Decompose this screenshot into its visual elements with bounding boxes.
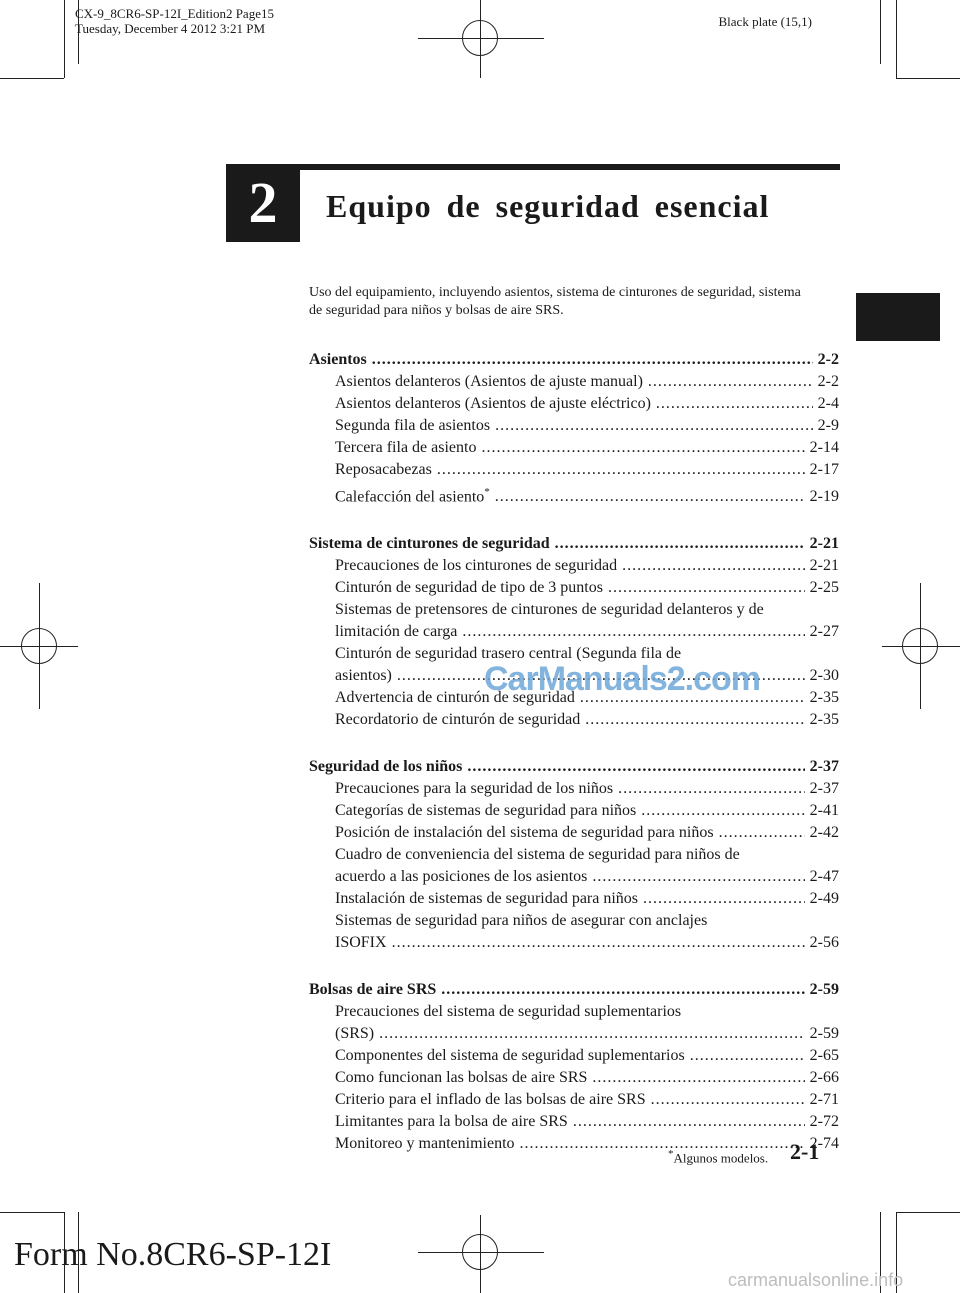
form-number: Form No.8CR6-SP-12I (14, 1236, 332, 1273)
toc-heading[interactable]: Seguridad de los niños ..... 2-37 (309, 756, 839, 778)
toc-heading[interactable]: Asientos ..... 2-2 (309, 349, 839, 371)
toc-section-asientos (309, 349, 839, 508)
table-of-contents (309, 349, 839, 1180)
chapter-side-tab (856, 293, 940, 341)
toc-entry[interactable]: Criterio para el inflado de las bolsas de aire SRS ..... 2-71 (309, 1089, 839, 1111)
asterisk-icon: * (668, 1148, 674, 1160)
toc-entry-line1[interactable]: Cinturón de seguridad trasero central (Segunda fila de (335, 645, 682, 663)
toc-entry[interactable]: Cinturón de seguridad de tipo de 3 puntos ..... 2-25 (309, 577, 839, 599)
toc-entry[interactable]: Instalación de sistemas de seguridad para niños ..... 2-49 (309, 888, 839, 910)
toc-entry[interactable]: acuerdo a las posiciones de los asientos ..... 2-47 (309, 866, 839, 888)
toc-heading[interactable]: Sistema de cinturones de seguridad ..... 2-21 (309, 533, 839, 555)
toc-entry-line1[interactable]: Sistemas de pretensores de cinturones de seguridad delanteros y de (335, 601, 764, 619)
toc-entry-line1[interactable]: Sistemas de seguridad para niños de asegurar con anclajes (335, 912, 708, 930)
plate-label: Black plate (15,1) (718, 14, 812, 29)
toc-entry[interactable]: Como funcionan las bolsas de aire SRS ..... 2-66 (309, 1067, 839, 1089)
toc-entry[interactable]: Reposacabezas ..... 2-17 (309, 459, 839, 481)
toc-entry[interactable]: Posición de instalación del sistema de seguridad para niños ..... 2-42 (309, 822, 839, 844)
asterisk-icon: * (484, 486, 490, 498)
watermark-logo: CarManuals2.com (484, 660, 760, 698)
toc-entry[interactable]: Calefacción del asiento* ..... 2-19 (309, 481, 839, 508)
chapter-rule (300, 164, 840, 170)
toc-entry[interactable]: Asientos delanteros (Asientos de ajuste manual) ..... 2-2 (309, 371, 839, 393)
watermark-url: carmanualsonline.info (728, 1270, 904, 1290)
toc-entry[interactable]: Asientos delanteros (Asientos de ajuste eléctrico) ..... 2-4 (309, 393, 839, 415)
chapter-title: Equipo de seguridad esencial (326, 188, 770, 224)
print-slug (75, 6, 274, 36)
toc-entry[interactable]: Tercera fila de asiento ..... 2-14 (309, 437, 839, 459)
toc-entry[interactable]: asientos) ..... 2-30 (309, 665, 839, 687)
toc-entry[interactable]: Categorías de sistemas de seguridad para niños ..... 2-41 (309, 800, 839, 822)
print-slug-line1: CX-9_8CR6-SP-12I_Edition2 Page15 (75, 6, 274, 21)
chapter-number: 2 (226, 164, 300, 242)
toc-entry[interactable]: Precauciones para la seguridad de los niños ..... 2-37 (309, 778, 839, 800)
toc-entry[interactable]: (SRS) ..... 2-59 (309, 1023, 839, 1045)
footnote: *Algunos modelos. (668, 1148, 769, 1166)
toc-entry[interactable]: Componentes del sistema de seguridad suplementarios ..... 2-65 (309, 1045, 839, 1067)
toc-entry[interactable]: ISOFIX ..... 2-56 (309, 932, 839, 954)
toc-entry[interactable]: Recordatorio de cinturón de seguridad ..... 2-35 (309, 709, 839, 731)
chapter-intro: Uso del equipamiento, incluyendo asientos, sistema de cinturones de seguridad, sistema de seguridad para niños y bolsas de aire SRS. (309, 285, 801, 318)
toc-entry[interactable]: Advertencia de cinturón de seguridad ..... 2-35 (309, 687, 839, 709)
toc-entry[interactable]: Limitantes para la bolsa de aire SRS ..... 2-72 (309, 1111, 839, 1133)
toc-entry-line1[interactable]: Cuadro de conveniencia del sistema de seguridad para niños de (335, 846, 740, 864)
print-slug-line2: Tuesday, December 4 2012 3:21 PM (75, 21, 266, 36)
toc-section-bolsas (309, 979, 839, 1155)
toc-entry[interactable]: limitación de carga ..... 2-27 (309, 621, 839, 643)
toc-section-ninos (309, 756, 839, 954)
toc-section-cinturones (309, 533, 839, 731)
toc-entry[interactable]: Monitoreo y mantenimiento ..... 2-74 (309, 1133, 839, 1155)
toc-heading[interactable]: Bolsas de aire SRS ..... 2-59 (309, 979, 839, 1001)
toc-entry[interactable]: Segunda fila de asientos ..... 2-9 (309, 415, 839, 437)
toc-entry[interactable]: Precauciones de los cinturones de seguridad ..... 2-21 (309, 555, 839, 577)
toc-entry-line1[interactable]: Precauciones del sistema de seguridad suplementarios (335, 1003, 682, 1021)
page-number: 2-1 (790, 1139, 820, 1164)
